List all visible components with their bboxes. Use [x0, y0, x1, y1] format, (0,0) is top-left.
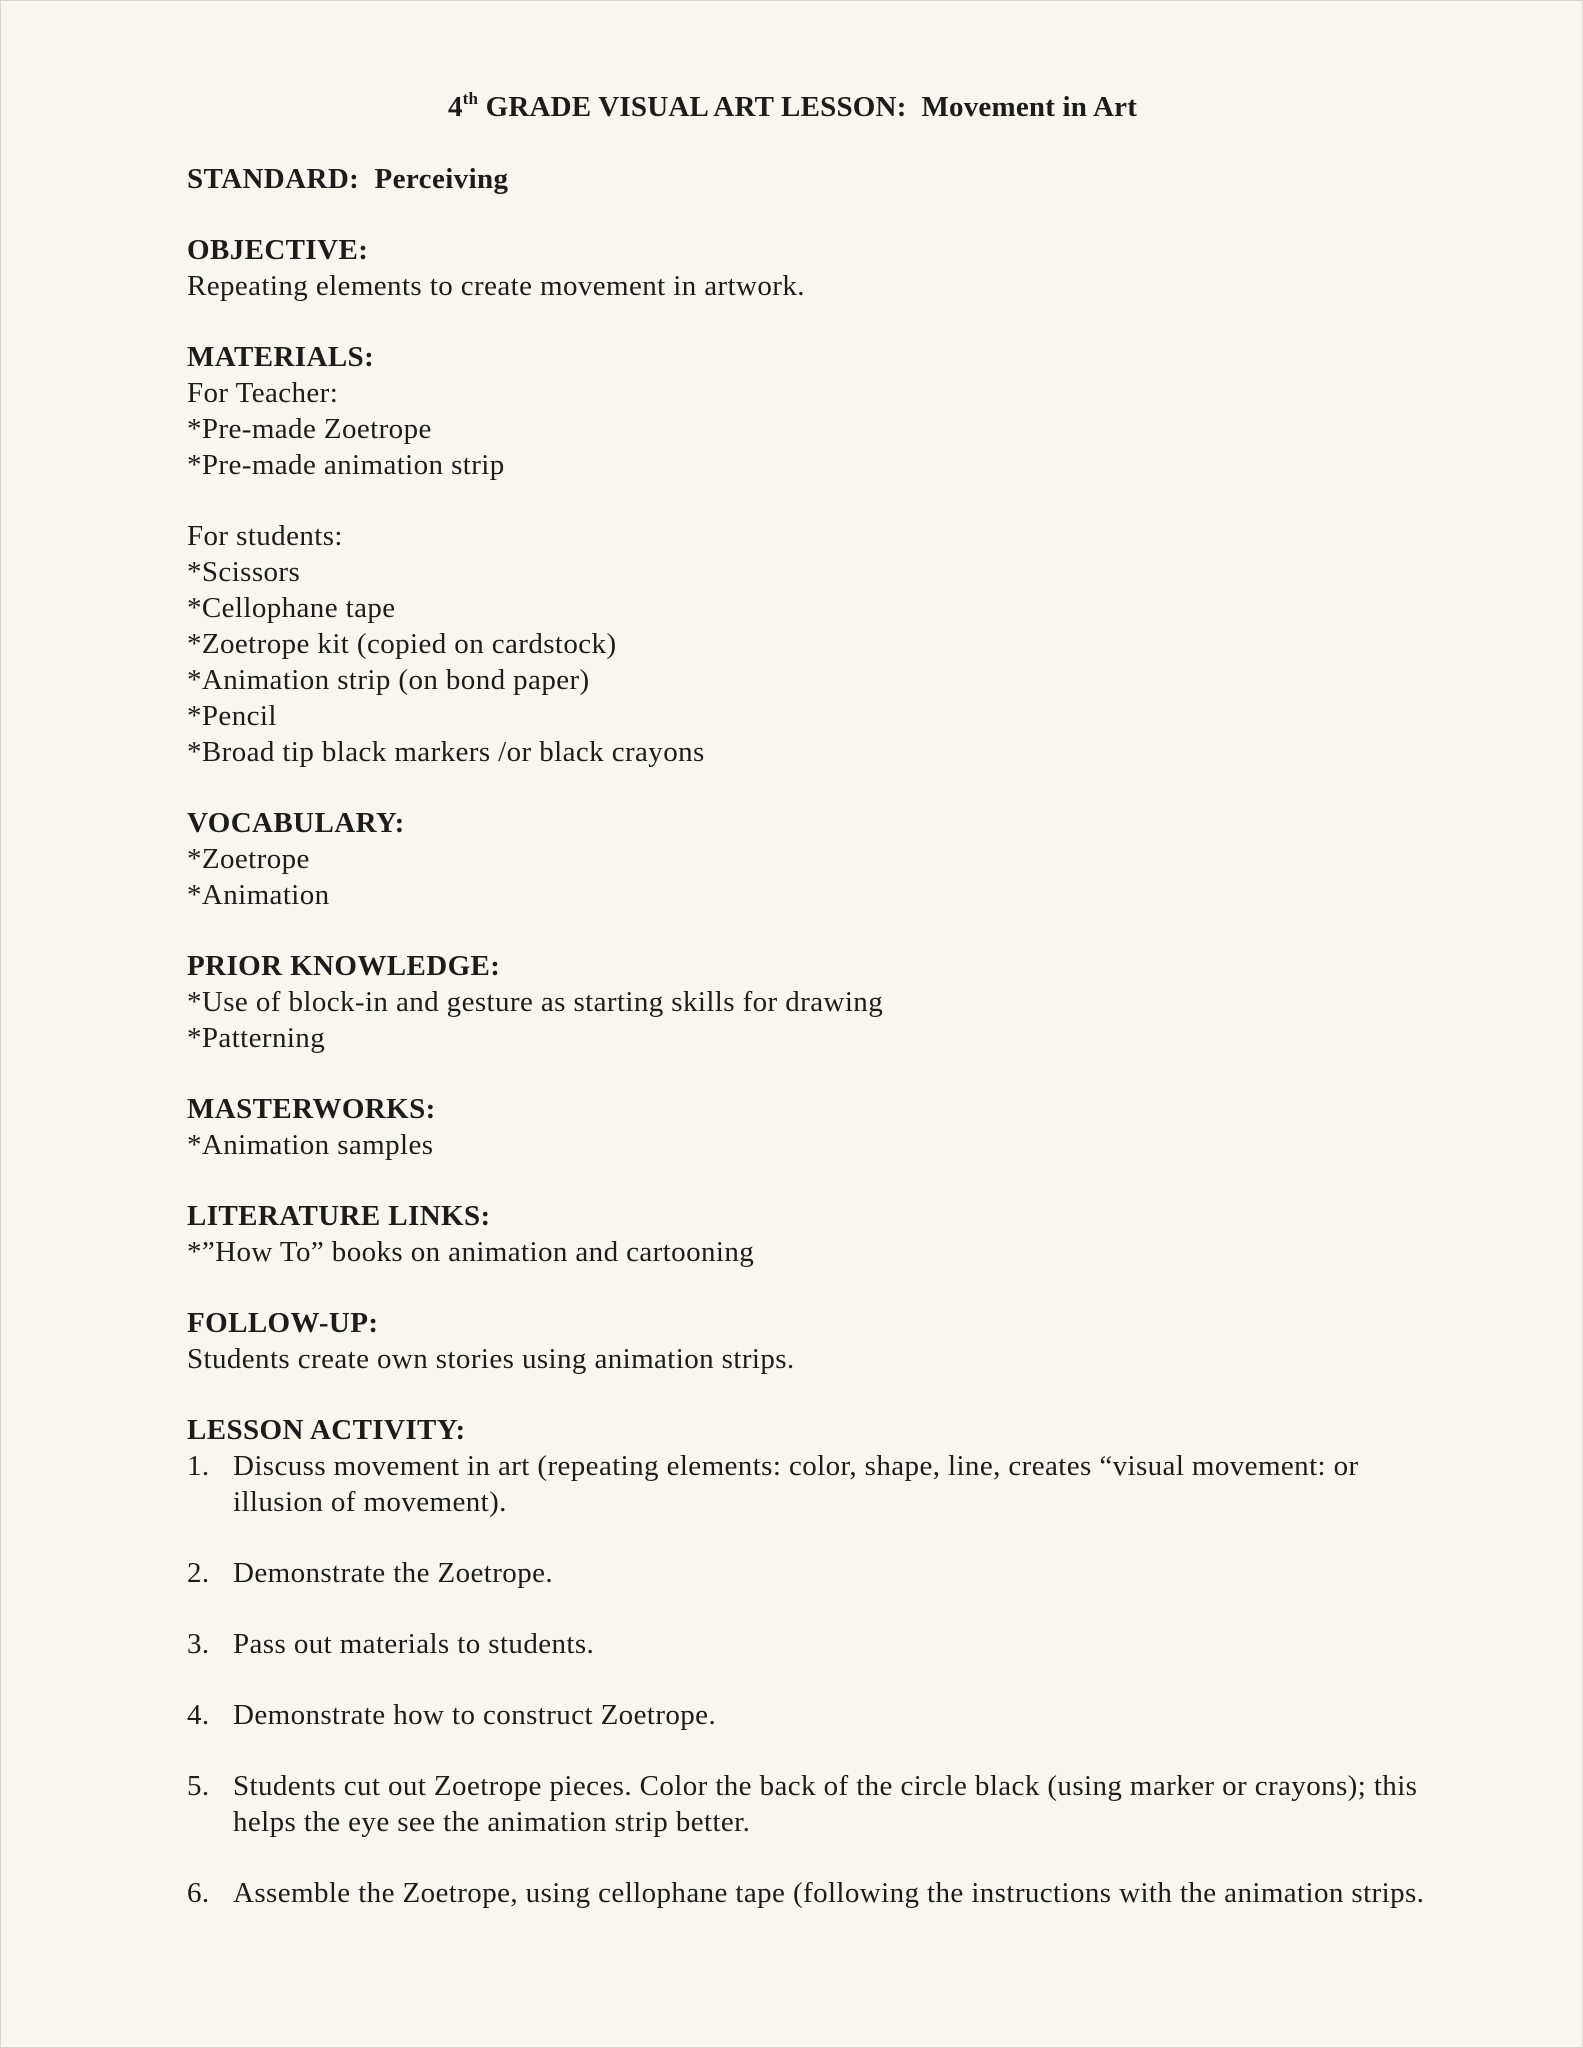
follow-up-heading: FOLLOW-UP: — [187, 1307, 379, 1339]
list-item: *Scissors — [187, 556, 301, 588]
list-item: *Pre-made Zoetrope — [187, 413, 432, 445]
follow-up-text: Students create own stories using animation strips. — [187, 1343, 795, 1375]
list-item: *Zoetrope kit (copied on cardstock) — [187, 628, 617, 660]
step-number: 3. — [187, 1628, 210, 1660]
document-body — [187, 161, 1437, 1946]
materials-section — [187, 339, 1437, 770]
materials-heading: MATERIALS: — [187, 341, 375, 373]
step-text: Pass out materials to students. — [233, 1628, 595, 1660]
document-title — [1, 91, 1583, 124]
list-item — [187, 1448, 1437, 1520]
list-item: *Animation samples — [187, 1129, 434, 1161]
list-item — [187, 1768, 1437, 1840]
lesson-activity-section — [187, 1412, 1437, 1911]
list-item: *Animation strip (on bond paper) — [187, 664, 590, 696]
follow-up-section — [187, 1305, 1437, 1377]
list-item: *Use of block-in and gesture as starting skills for drawing — [187, 986, 884, 1018]
objective-text: Repeating elements to create movement in artwork. — [187, 270, 805, 302]
standard-heading: STANDARD: Perceiving — [187, 163, 509, 195]
step-text: Assemble the Zoetrope, using cellophane tape (following the instructions with the animation strips. — [233, 1877, 1425, 1909]
materials-teacher-label: For Teacher: — [187, 377, 339, 409]
list-item — [187, 1875, 1437, 1911]
masterworks-section — [187, 1091, 1437, 1163]
title-grade-superscript: th — [462, 89, 479, 108]
step-text: Demonstrate the Zoetrope. — [233, 1557, 554, 1589]
step-number: 6. — [187, 1877, 210, 1909]
step-number: 1. — [187, 1450, 210, 1482]
step-text: Discuss movement in art (repeating elements: color, shape, line, creates “visual movement: or illusion of movement). — [233, 1450, 1359, 1518]
prior-knowledge-heading: PRIOR KNOWLEDGE: — [187, 950, 501, 982]
list-item — [187, 1697, 1437, 1733]
objective-heading: OBJECTIVE: — [187, 234, 369, 266]
list-item: *Zoetrope — [187, 843, 310, 875]
step-number: 5. — [187, 1770, 210, 1802]
prior-knowledge-section — [187, 948, 1437, 1056]
step-text: Demonstrate how to construct Zoetrope. — [233, 1699, 717, 1731]
list-item — [187, 1555, 1437, 1591]
vocabulary-section — [187, 805, 1437, 913]
title-grade-number: 4 — [447, 91, 463, 123]
lesson-steps-list — [187, 1448, 1437, 1911]
materials-students-label: For students: — [187, 520, 343, 552]
literature-links-heading: LITERATURE LINKS: — [187, 1200, 491, 1232]
objective-section — [187, 232, 1437, 304]
lesson-activity-heading: LESSON ACTIVITY: — [187, 1414, 466, 1446]
list-item: *Cellophane tape — [187, 592, 396, 624]
list-item: *Pre-made animation strip — [187, 449, 505, 481]
list-item: *Animation — [187, 879, 330, 911]
step-text: Students cut out Zoetrope pieces. Color the back of the circle black (using marker or crayons); this helps the eye see the animation strip better. — [233, 1770, 1418, 1838]
list-item: *Broad tip black markers /or black crayons — [187, 736, 705, 768]
list-item — [187, 1626, 1437, 1662]
list-item: *Patterning — [187, 1022, 326, 1054]
title-text: GRADE VISUAL ART LESSON: Movement in Art — [478, 91, 1138, 123]
step-number: 4. — [187, 1699, 210, 1731]
step-number: 2. — [187, 1557, 210, 1589]
standard-section — [187, 161, 1437, 197]
masterworks-heading: MASTERWORKS: — [187, 1093, 436, 1125]
list-item: *”How To” books on animation and cartooning — [187, 1236, 755, 1268]
list-item: *Pencil — [187, 700, 277, 732]
literature-links-section — [187, 1198, 1437, 1270]
vocabulary-heading: VOCABULARY: — [187, 807, 405, 839]
